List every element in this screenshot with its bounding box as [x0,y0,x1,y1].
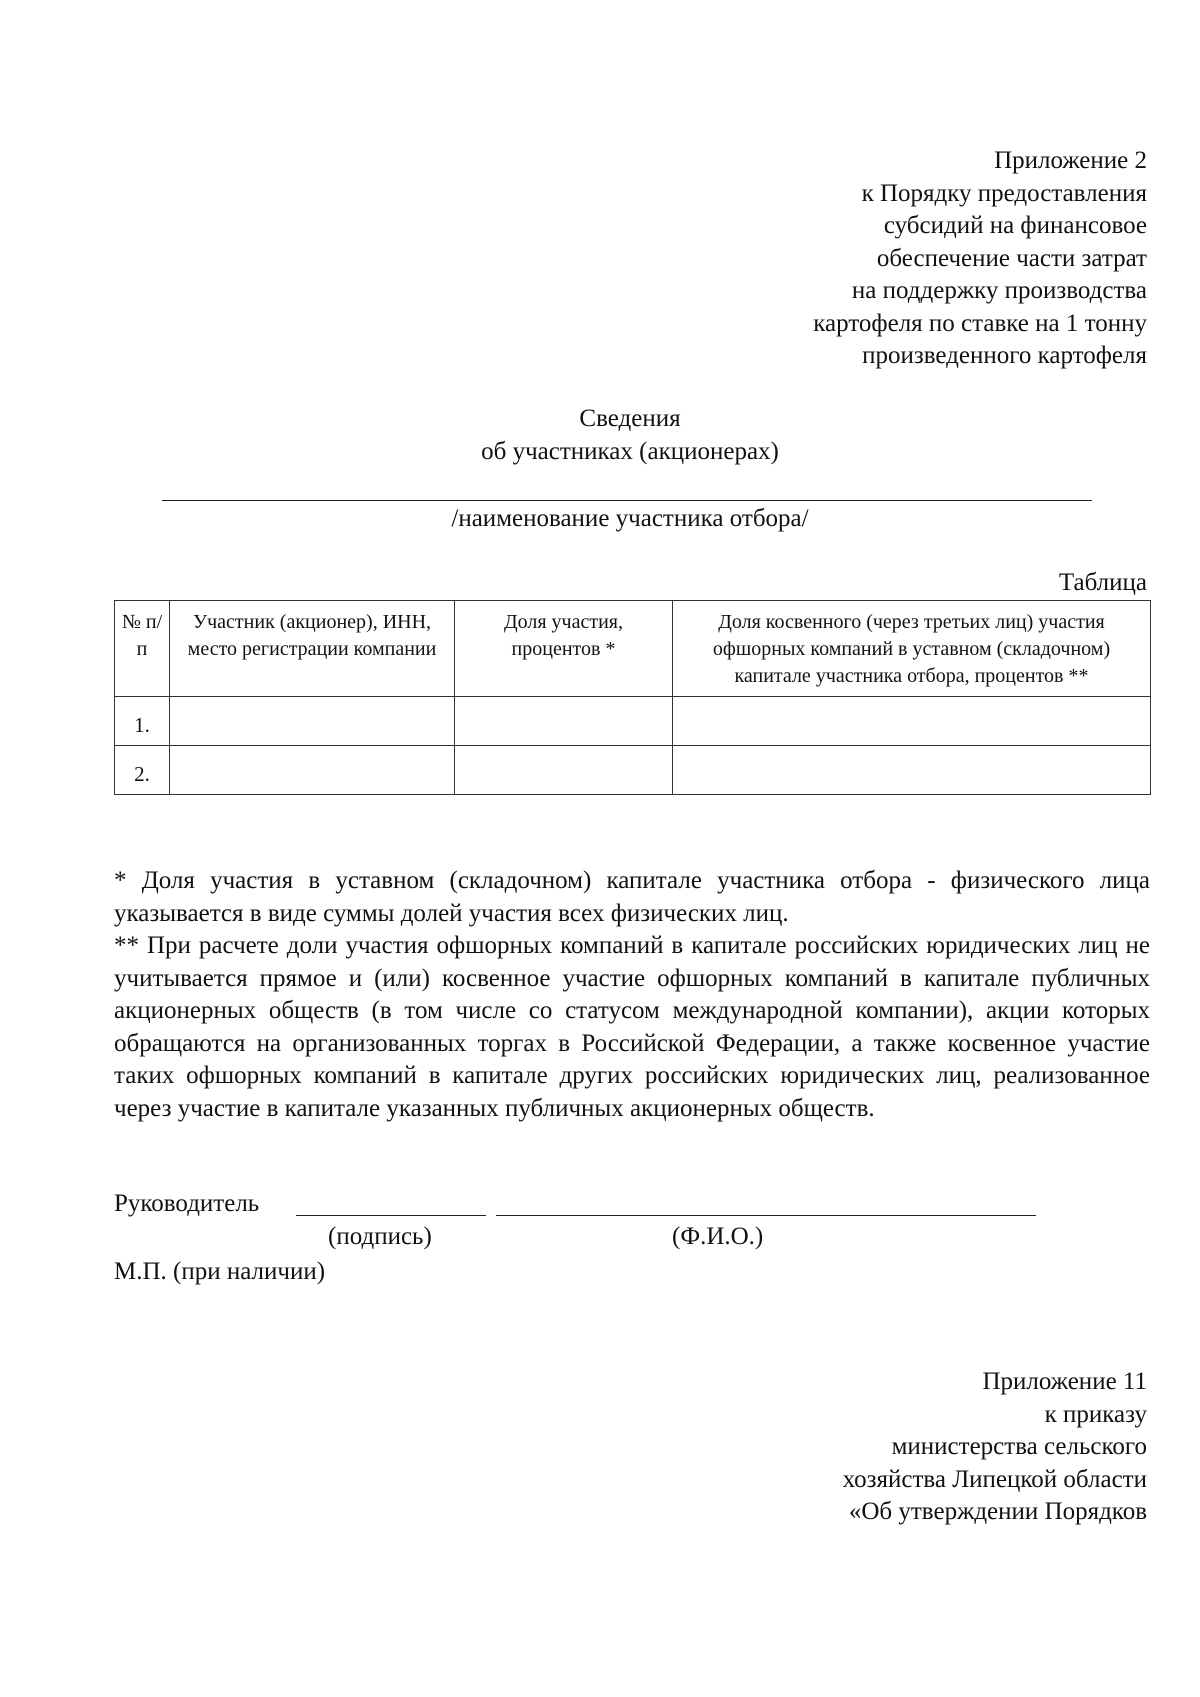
cell-indirect-share [673,697,1151,746]
appendix-header-line: на поддержку производства [851,277,1147,304]
appendix-header-line: субсидий на финансовое [883,212,1147,239]
table-header-row [115,601,1151,697]
participant-name-caption: /наименование участника отбора/ [451,505,809,532]
fio-caption: (Ф.И.О.) [672,1223,764,1250]
appendix-header-line: картофеля по ставке на 1 тонну [813,309,1147,337]
head-label: Руководитель [114,1190,260,1217]
document-title-line1: Сведения [579,405,681,432]
footnote-1: * Доля участия в уставном (складочном) капитале участника отбора - физического лица указывается в виде суммы долей участия всех физических лиц. [114,867,1150,927]
appendix-header-line: произведенного картофеля [862,342,1147,369]
fio-fill-line [496,1215,1036,1216]
table-row [115,697,1151,746]
appendix-header-line: обеспечение части затрат [876,244,1147,272]
header-number: № п/п [115,601,170,697]
order-appendix-line: к приказу [1044,1400,1147,1428]
header-participant: Участник (акционер), ИНН, место регистрации компании [170,601,455,697]
participant-name-fill-line [162,500,1092,501]
footnote-2: ** При расчете доли участия офшорных компаний в капитале российских юридических лиц не учитывается прямое и (или) косвенное участие офшорных компаний в капитале публичных акционерных обществ (в том числе со статусом международной компании), акции которых обращаются на организованных торгах в Российской Федерации, а также косвенное участие таких офшорных компаний в капитале других российских юридических лиц, реализованное через участие в капитале указанных публичных акционерных обществ. [114,932,1150,1122]
footnotes [114,865,1150,1125]
cell-indirect-share [673,746,1151,795]
document-title-line2: об участниках (акционерах) [481,438,779,465]
header-share: Доля участия, процентов * [455,601,673,697]
order-appendix-line: министерства сельского [891,1433,1147,1460]
cell-number: 1. [115,697,170,746]
header-indirect-share: Доля косвенного (через третьих лиц) участия офшорных компаний в уставном (складочном) капитале участника отбора, процентов ** [673,601,1151,697]
appendix-header-line: Приложение 2 [994,147,1147,174]
signature-caption: (подпись) [328,1223,432,1250]
order-appendix-line: Приложение 11 [982,1368,1147,1395]
document-title [0,402,1200,468]
table-label: Таблица [1058,569,1147,596]
order-appendix-line: хозяйства Липецкой области [842,1465,1147,1493]
cell-participant [170,697,455,746]
appendix-header [813,145,1147,373]
appendix-header-line: к Порядку предоставления [861,179,1147,207]
order-appendix-header [843,1366,1147,1529]
cell-participant [170,746,455,795]
cell-share [455,746,673,795]
order-appendix-line: «Об утверждении Порядков [848,1498,1147,1525]
cell-number: 2. [115,746,170,795]
cell-share [455,697,673,746]
stamp-note: М.П. (при наличии) [114,1258,326,1285]
signature-fill-line [296,1215,486,1216]
table-row [115,746,1151,795]
shareholders-table [114,600,1151,795]
